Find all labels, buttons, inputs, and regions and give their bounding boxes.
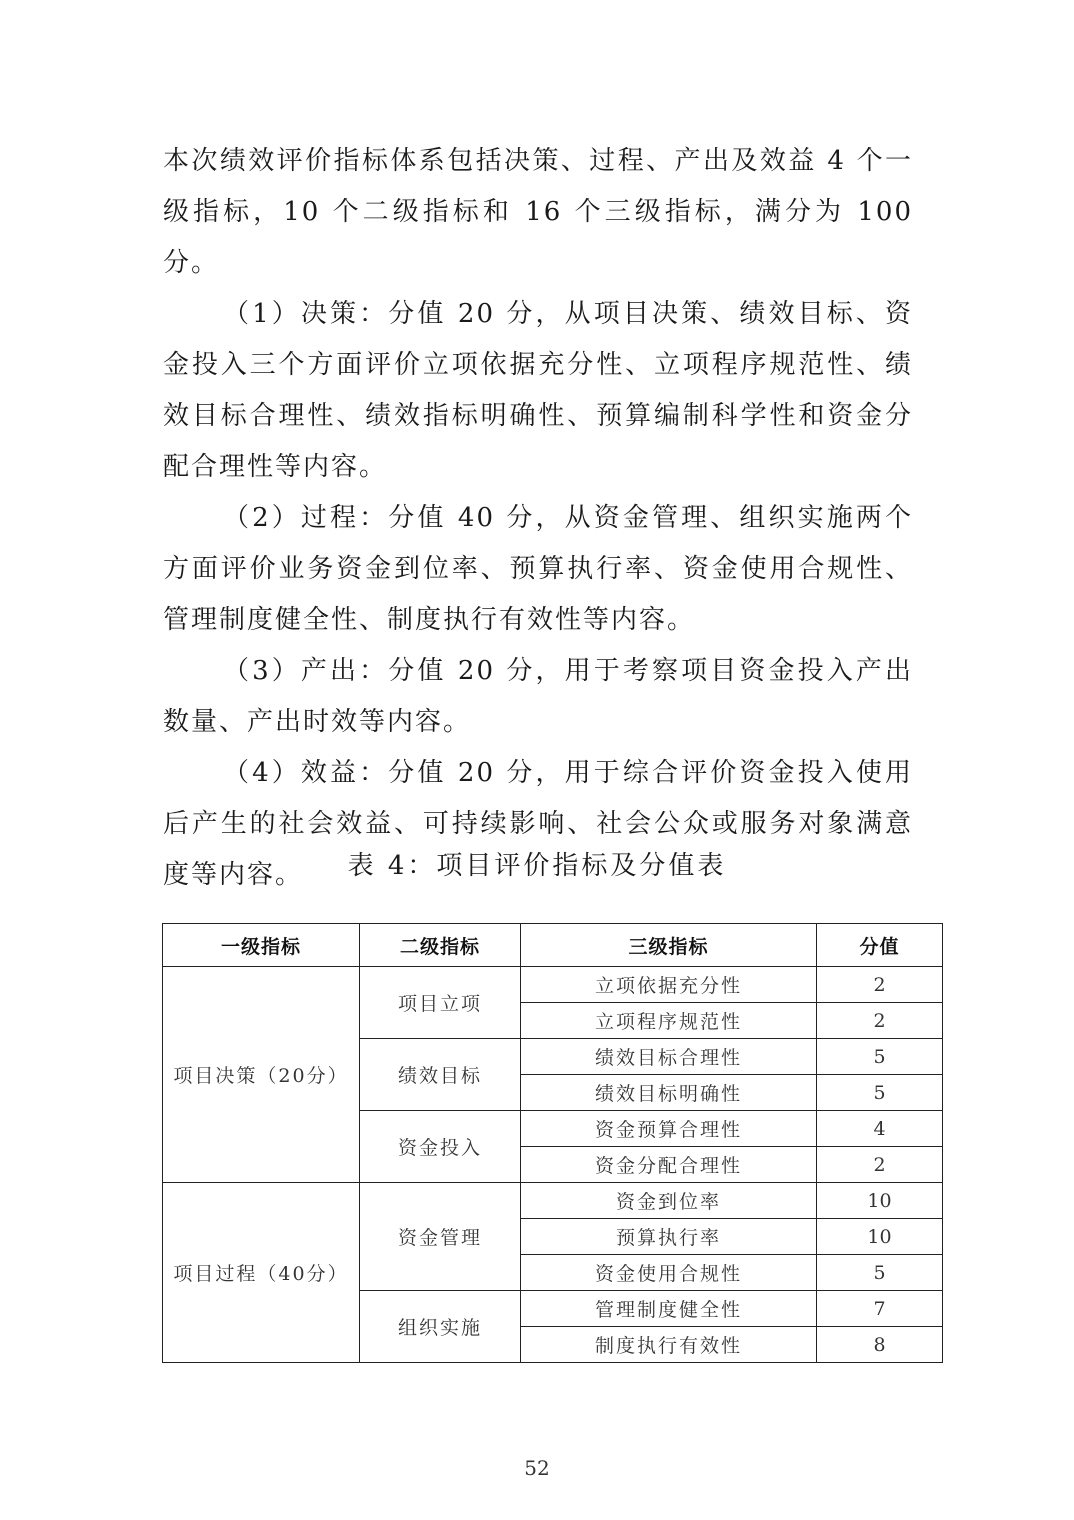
table-row [163,967,943,1003]
paragraph-output: （3）产出：分值 20 分，用于考察项目资金投入产出数量、产出时效等内容。 [163,656,913,737]
score-cell: 2 [817,1003,943,1039]
header-score: 分值 [817,924,943,967]
level3-cell: 资金使用合规性 [521,1255,817,1291]
level2-cell: 项目立项 [360,967,521,1039]
header-level2: 二级指标 [360,924,521,967]
level2-cell: 组织实施 [360,1291,521,1363]
level1-cell: 项目决策（20分） [163,967,360,1183]
indicator-score-table [162,923,943,1363]
paragraph-decision: （1）决策：分值 20 分，从项目决策、绩效目标、资金投入三个方面评价立项依据充分性、立项程序规范性、绩效目标合理性、绩效指标明确性、预算编制科学性和资金分配合理性等内容。 [163,299,913,482]
score-cell: 7 [817,1291,943,1327]
paragraph-benefit: （4）效益：分值 20 分，用于综合评价资金投入使用后产生的社会效益、可持续影响、社会公众或服务对象满意度等内容。 [163,758,913,890]
level3-cell: 资金预算合理性 [521,1111,817,1147]
level3-cell: 制度执行有效性 [521,1327,817,1363]
score-cell: 5 [817,1075,943,1111]
score-cell: 4 [817,1111,943,1147]
level3-cell: 绩效目标合理性 [521,1039,817,1075]
table-caption: 表 4：项目评价指标及分值表 [347,851,727,881]
score-cell: 5 [817,1255,943,1291]
score-cell: 10 [817,1183,943,1219]
level3-cell: 立项程序规范性 [521,1003,817,1039]
table-row [163,1183,943,1219]
level3-cell: 管理制度健全性 [521,1291,817,1327]
page-number: 52 [524,1456,550,1480]
score-cell: 5 [817,1039,943,1075]
level1-cell: 项目过程（40分） [163,1183,360,1363]
level2-cell: 资金管理 [360,1183,521,1291]
level3-cell: 立项依据充分性 [521,967,817,1003]
paragraph-intro: 本次绩效评价指标体系包括决策、过程、产出及效益 4 个一级指标，10 个二级指标和 16 个三级指标，满分为 100 分。 [163,146,913,278]
header-level1: 一级指标 [163,924,360,967]
paragraph-process: （2）过程：分值 40 分，从资金管理、组织实施两个方面评价业务资金到位率、预算执行率、资金使用合规性、管理制度健全性、制度执行有效性等内容。 [163,503,913,635]
table-header-row [163,924,943,967]
score-cell: 10 [817,1219,943,1255]
level3-cell: 资金分配合理性 [521,1147,817,1183]
level3-cell: 资金到位率 [521,1183,817,1219]
level2-cell: 绩效目标 [360,1039,521,1111]
level3-cell: 绩效目标明确性 [521,1075,817,1111]
score-cell: 8 [817,1327,943,1363]
level3-cell: 预算执行率 [521,1219,817,1255]
score-cell: 2 [817,967,943,1003]
body-text [163,136,913,901]
header-level3: 三级指标 [521,924,817,967]
score-cell: 2 [817,1147,943,1183]
level2-cell: 资金投入 [360,1111,521,1183]
